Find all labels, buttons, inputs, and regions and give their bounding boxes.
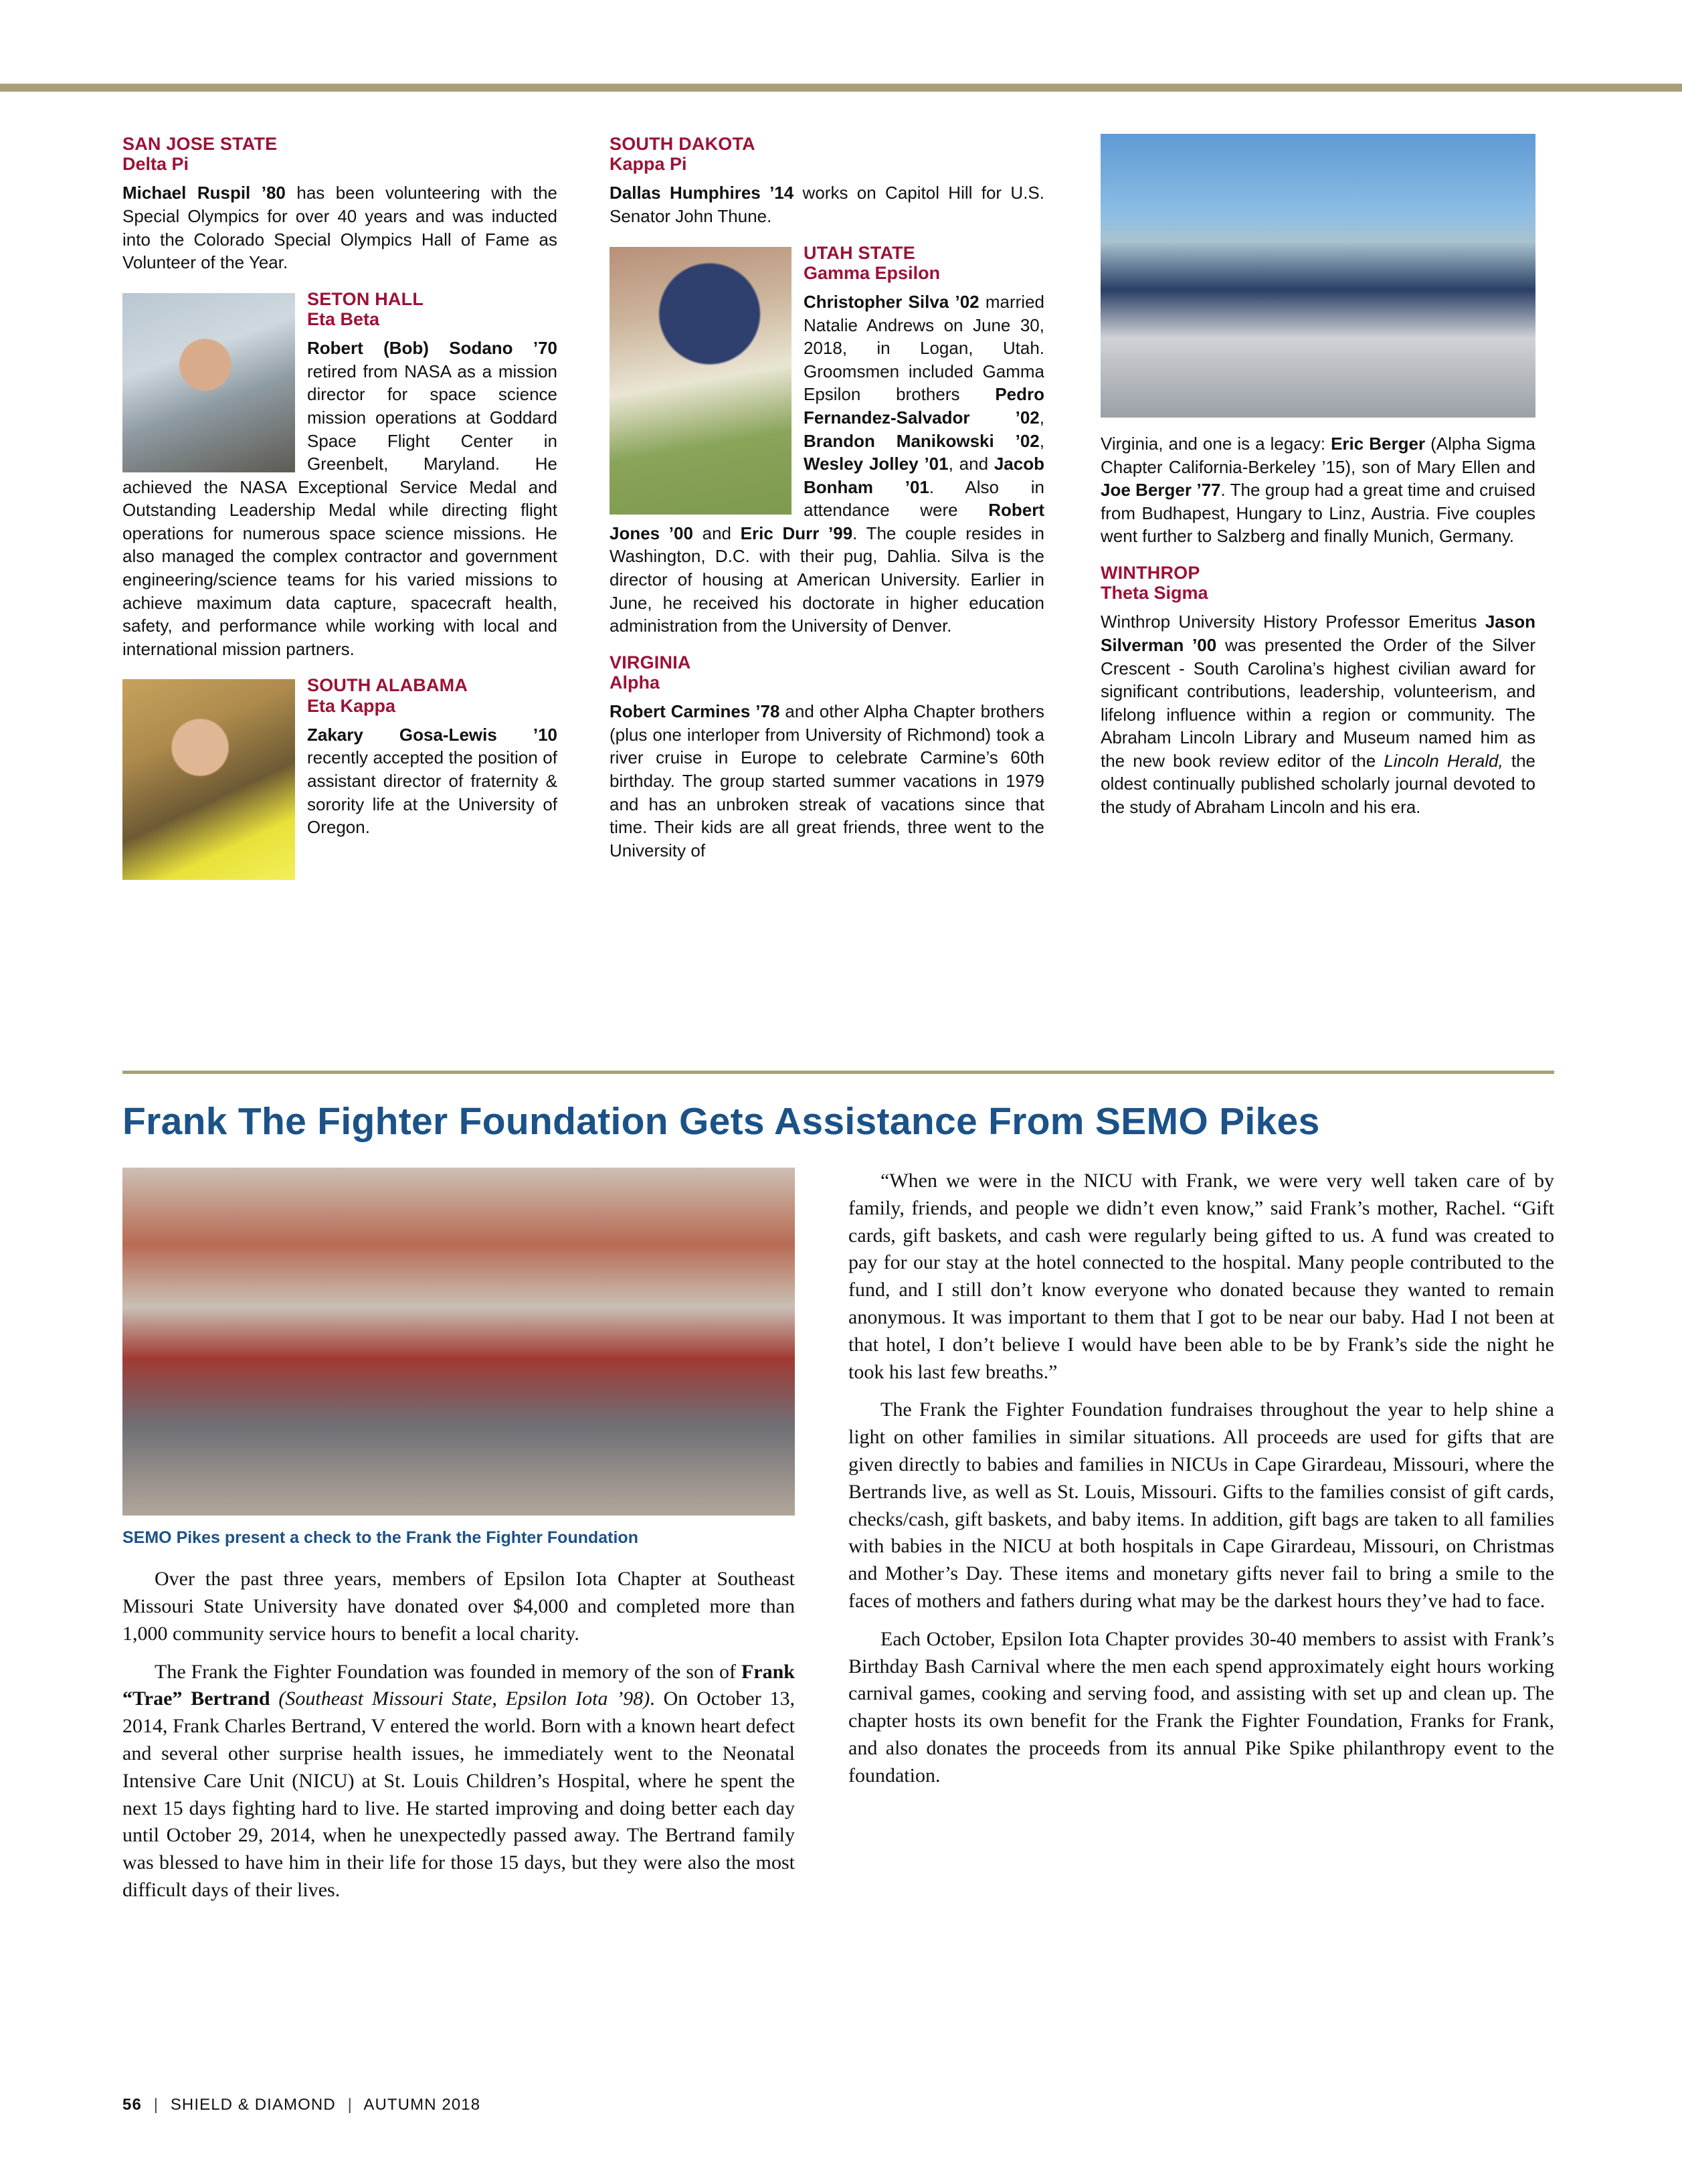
chapter-school-name: VIRGINIA xyxy=(610,652,691,672)
semo-pikes-check-presentation-photo xyxy=(122,1168,795,1516)
note-san-jose-state xyxy=(122,134,557,274)
feature-right-column xyxy=(848,1168,1554,1801)
notes-column-1 xyxy=(122,134,557,883)
top-gold-rule xyxy=(0,84,1682,92)
chapter-greek-name: Kappa Pi xyxy=(610,154,687,175)
chapter-greek-name: Alpha xyxy=(610,672,660,693)
note-body-text: Winthrop University History Professor Emeritus Jason Silverman ’00 was presented the Order of the Silver Crescent - South Carolina’s highest civilian award for significant contributions, leadership, volunteerism, and lifelong influence within a region or community. The Abraham Lincoln Library and Museum named him as the new book review editor of the Lincoln Herald, the oldest continually published scholarly journal devoted to the study of Abraham Lincoln and his era. xyxy=(1101,612,1536,817)
footer-separator: | xyxy=(153,2096,159,2114)
note-body-text: Robert (Bob) Sodano ’70 retired from NASA as a mission director for space science mission operations at Goddard Space Flight Center in Greenbelt, Maryland. He achieved the NASA Exceptional Service Medal and Outstanding Leadership Medal while directing flight operations for numerous space science missions. He also managed the complex contractor and government engineering/science teams for his varied missions to achieve maximum data capture, spacecraft health, safety, and performance while working with local and international mission partners. xyxy=(122,338,557,659)
page-footer xyxy=(122,2096,480,2114)
footer-separator: | xyxy=(347,2096,353,2114)
note-south-alabama xyxy=(122,675,557,838)
feature-paragraph: “When we were in the NICU with Frank, we were very well taken care of by family, friends, and people we didn’t even know,” said Frank’s mother, Rachel. “Gift cards, gift baskets, and cash were regularly being gifted to us. A fund was created to pay for our stay at the hotel connected to the hospital. Many people contributed to the fund, and I still don’t know everyone who donated because they wanted to remain anonymous. It was important to them that I got to be near our baby. Had I not been at that hotel, I don’t believe I would have been able to be by Frank’s side the night he took his last few breaths.” xyxy=(848,1170,1554,1383)
alpha-chapter-river-cruise-photo xyxy=(1101,134,1535,418)
feature-photo-caption: SEMO Pikes present a check to the Frank the Fighter Foundation xyxy=(122,1528,638,1547)
chapter-greek-name: Gamma Epsilon xyxy=(804,262,941,283)
footer-issue: AUTUMN 2018 xyxy=(363,2096,481,2114)
note-body-text: Dallas Humphires ’14 works on Capitol Hill for U.S. Senator John Thune. xyxy=(610,183,1044,227)
note-virginia xyxy=(610,652,1044,862)
chapter-school-name: UTAH STATE xyxy=(804,242,915,263)
note-winthrop xyxy=(1101,563,1535,819)
chapter-notes-section xyxy=(122,134,1554,1017)
feature-paragraph: The Frank the Fighter Foundation was founded in memory of the son of Frank “Trae” Bertrand (Southeast Missouri State, Epsilon Iota ’98). On October 13, 2014, Frank Charles Bertrand, V entered the world. Born with a known heart defect and several other surprise health issues, he immediately went to the Neonatal Intensive Care Unit (NICU) at St. Louis Children’s Hospital, where he spent the next 15 days fighting hard to live. He started improving and doing better each day until October 29, 2014, when he unexpectedly passed away. The Bertrand family was blessed to have him in their life for those 15 days, but they were also the most difficult days of their lives. xyxy=(122,1660,796,1902)
note-body-text: Michael Ruspil ’80 has been volunteering with the Special Olympics for over 40 years and was inducted into the Colorado Special Olympics Hall of Fame as Volunteer of the Year. xyxy=(122,183,557,273)
chapter-greek-name: Eta Beta xyxy=(307,309,380,330)
footer-publication-name: SHIELD & DIAMOND xyxy=(170,2096,336,2114)
chapter-school-name: SAN JOSE STATE xyxy=(122,134,278,154)
note-body-text: Robert Carmines ’78 and other Alpha Chapter brothers (plus one interloper from University of Richmond) took a river cruise in Europe to celebrate Carmine’s 60th birthday. The group started summer vacations in 1979 and has an unbroken streak of vacations since that time. Their kids are all great friends, three went to the University of xyxy=(610,701,1044,860)
feature-paragraph: Over the past three years, members of Epsilon Iota Chapter at Southeast Missouri State University have donated over $4,000 and completed more than 1,000 community service hours to benefit a local charity. xyxy=(122,1568,795,1645)
note-south-dakota xyxy=(610,134,1044,228)
note-body-text: Virginia, and one is a legacy: Eric Berger (Alpha Sigma Chapter California-Berkeley ’15), son of Mary Ellen and Joe Berger ’77. The group had a great time and cruised from Budhapest, Hungary to Linz, Austria. Five couples went further to Salzberg and finally Munich, Germany. xyxy=(1101,434,1535,547)
chapter-school-name: WINTHROP xyxy=(1101,562,1200,583)
feature-headline: Frank The Fighter Foundation Gets Assistance From SEMO Pikes xyxy=(122,1100,1320,1143)
notes-column-3 xyxy=(1101,134,1535,834)
chapter-greek-name: Eta Kappa xyxy=(307,695,396,716)
chapter-school-name: SOUTH DAKOTA xyxy=(610,134,755,154)
feature-left-column xyxy=(122,1168,795,1915)
chapter-school-name: SOUTH ALABAMA xyxy=(307,675,468,696)
note-utah-state xyxy=(610,243,1044,638)
note-virginia-continued xyxy=(1101,134,1535,548)
chapter-school-name: SETON HALL xyxy=(307,288,424,309)
feature-paragraph: Each October, Epsilon Iota Chapter provides 30-40 members to assist with Frank’s Birthday Bash Carnival where the men each spend approximately eight hours working carnival games, cooking and serving food, and assisting with set up and clean up. The chapter hosts its own benefit for the Frank the Fighter Foundation, Franks for Frank, and also donates the proceeds from its annual Pike Spike philanthropy event to the foundation. xyxy=(848,1627,1554,1787)
silva-wedding-photo xyxy=(610,247,791,515)
footer-page-number: 56 xyxy=(122,2096,142,2114)
note-body-text: Christopher Silva ’02 married Natalie Andrews on June 30, 2018, in Logan, Utah. Groomsmen included Gamma Epsilon brothers Pedro Fernandez-Salvador ’02, Brandon Manikowski ’02, Wesley Jolley ’01, and Jacob Bonham ’01. Also in attendance were Robert Jones ’00 and Eric Durr ’99. The couple resides in Washington, D.C. with their pug, Dahlia. Silva is the director of housing at American University. Earlier in June, he received his doctorate in higher education administration from the University of Denver. xyxy=(610,292,1045,636)
gosa-lewis-headshot-photo xyxy=(122,679,295,880)
chapter-greek-name: Theta Sigma xyxy=(1101,583,1208,604)
chapter-greek-name: Delta Pi xyxy=(122,154,189,175)
notes-column-2 xyxy=(610,134,1044,877)
sodano-headshot-photo xyxy=(122,293,295,472)
feature-paragraph: The Frank the Fighter Foundation fundraises throughout the year to help shine a light on other families in similar situations. All proceeds are used for gifts that are given directly to babies and families in NICUs in Cape Girardeau, Missouri, where the Bertrands live, as well as St. Louis, Missouri. Gifts to the families consist of gift cards, checks/cash, gift baskets, and baby items. In addition, gift bags are taken to all families with babies in the NICU at both hospitals in Cape Girardeau, Missouri, on Christmas and Mother’s Day. These items and monetary gifts never fail to bring a smile to the faces of mothers and fathers during what may be the darkest hours they’ve had to face. xyxy=(848,1398,1554,1612)
note-body-text: Zakary Gosa-Lewis ’10 recently accepted the position of assistant director of fraternity & sorority life at the University of Oregon. xyxy=(307,724,557,838)
note-seton-hall xyxy=(122,289,557,661)
feature-divider-rule xyxy=(122,1071,1554,1074)
